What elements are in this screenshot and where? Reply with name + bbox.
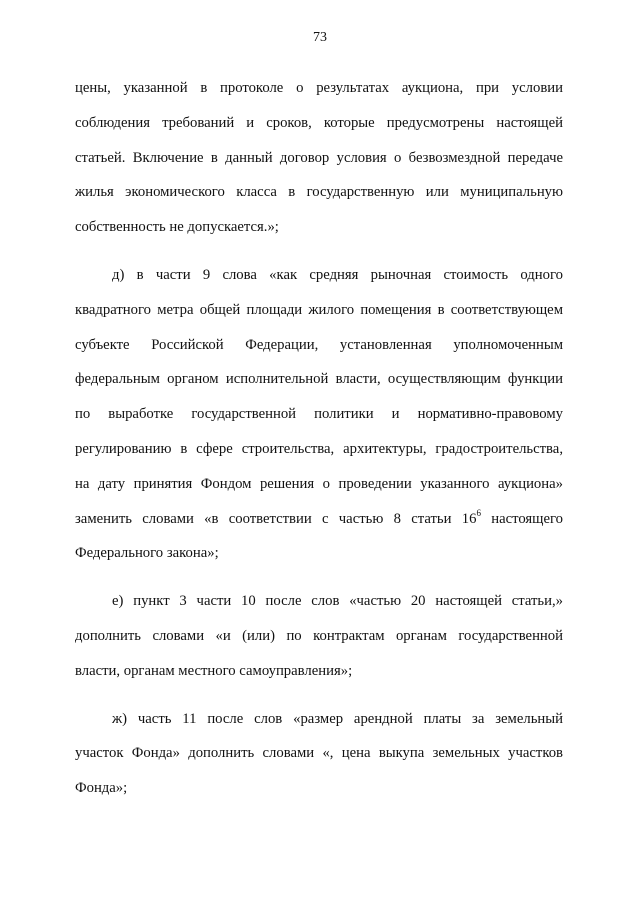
text-line: участок Фонда» дополнить словами «, цена выкупа земельных участков xyxy=(75,745,563,762)
text-line: собственность не допускается.»; xyxy=(75,219,279,236)
superscript: 6 xyxy=(476,507,481,518)
text-line: регулированию в сфере строительства, архитектуры, градостроительства, xyxy=(75,440,563,457)
text-line: ж) часть 11 после слов «размер арендной платы за земельный xyxy=(112,710,563,727)
text-line: на дату принятия Фондом решения о проведении указанного аукциона» xyxy=(75,475,563,492)
paragraph-2 xyxy=(75,258,563,571)
text-line: Фонда»; xyxy=(75,780,128,797)
paragraph-1 xyxy=(75,71,563,245)
text-line: соблюдения требований и сроков, которые предусмотрены настоящей xyxy=(75,114,563,131)
paragraph-4 xyxy=(75,702,563,806)
text-line: жилья экономического класса в государственную или муниципальную xyxy=(75,184,563,201)
text-line: федеральным органом исполнительной власти, осуществляющим функции xyxy=(75,371,563,388)
text-segment: заменить словами «в соответствии с частью 8 статьи 16 xyxy=(75,510,477,527)
text-segment: настоящего xyxy=(480,510,563,527)
text-line: д) в части 9 слова «как средняя рыночная стоимость одного xyxy=(112,266,563,283)
text-line: цены, указанной в протоколе о результатах аукциона, при условии xyxy=(75,80,563,96)
page-number: 73 xyxy=(313,30,327,45)
text-line: дополнить словами «и (или) по контрактам органам государственной xyxy=(75,627,563,644)
text-line: власти, органам местного самоуправления»; xyxy=(75,662,353,679)
text-line-with-superscript xyxy=(75,502,563,537)
text-line: е) пункт 3 части 10 после слов «частью 20 настоящей статьи,» xyxy=(112,593,563,610)
document-body xyxy=(75,71,563,819)
text-line: квадратного метра общей площади жилого помещения в соответствующем xyxy=(75,301,563,318)
text-line: Федерального закона»; xyxy=(75,545,219,562)
text-line: субъекте Российской Федерации, установленная уполномоченным xyxy=(75,336,563,353)
paragraph-3 xyxy=(75,584,563,688)
text-line: статьей. Включение в данный договор условия о безвозмездной передаче xyxy=(75,149,563,166)
text-line: по выработке государственной политики и нормативно-правовому xyxy=(75,406,563,423)
